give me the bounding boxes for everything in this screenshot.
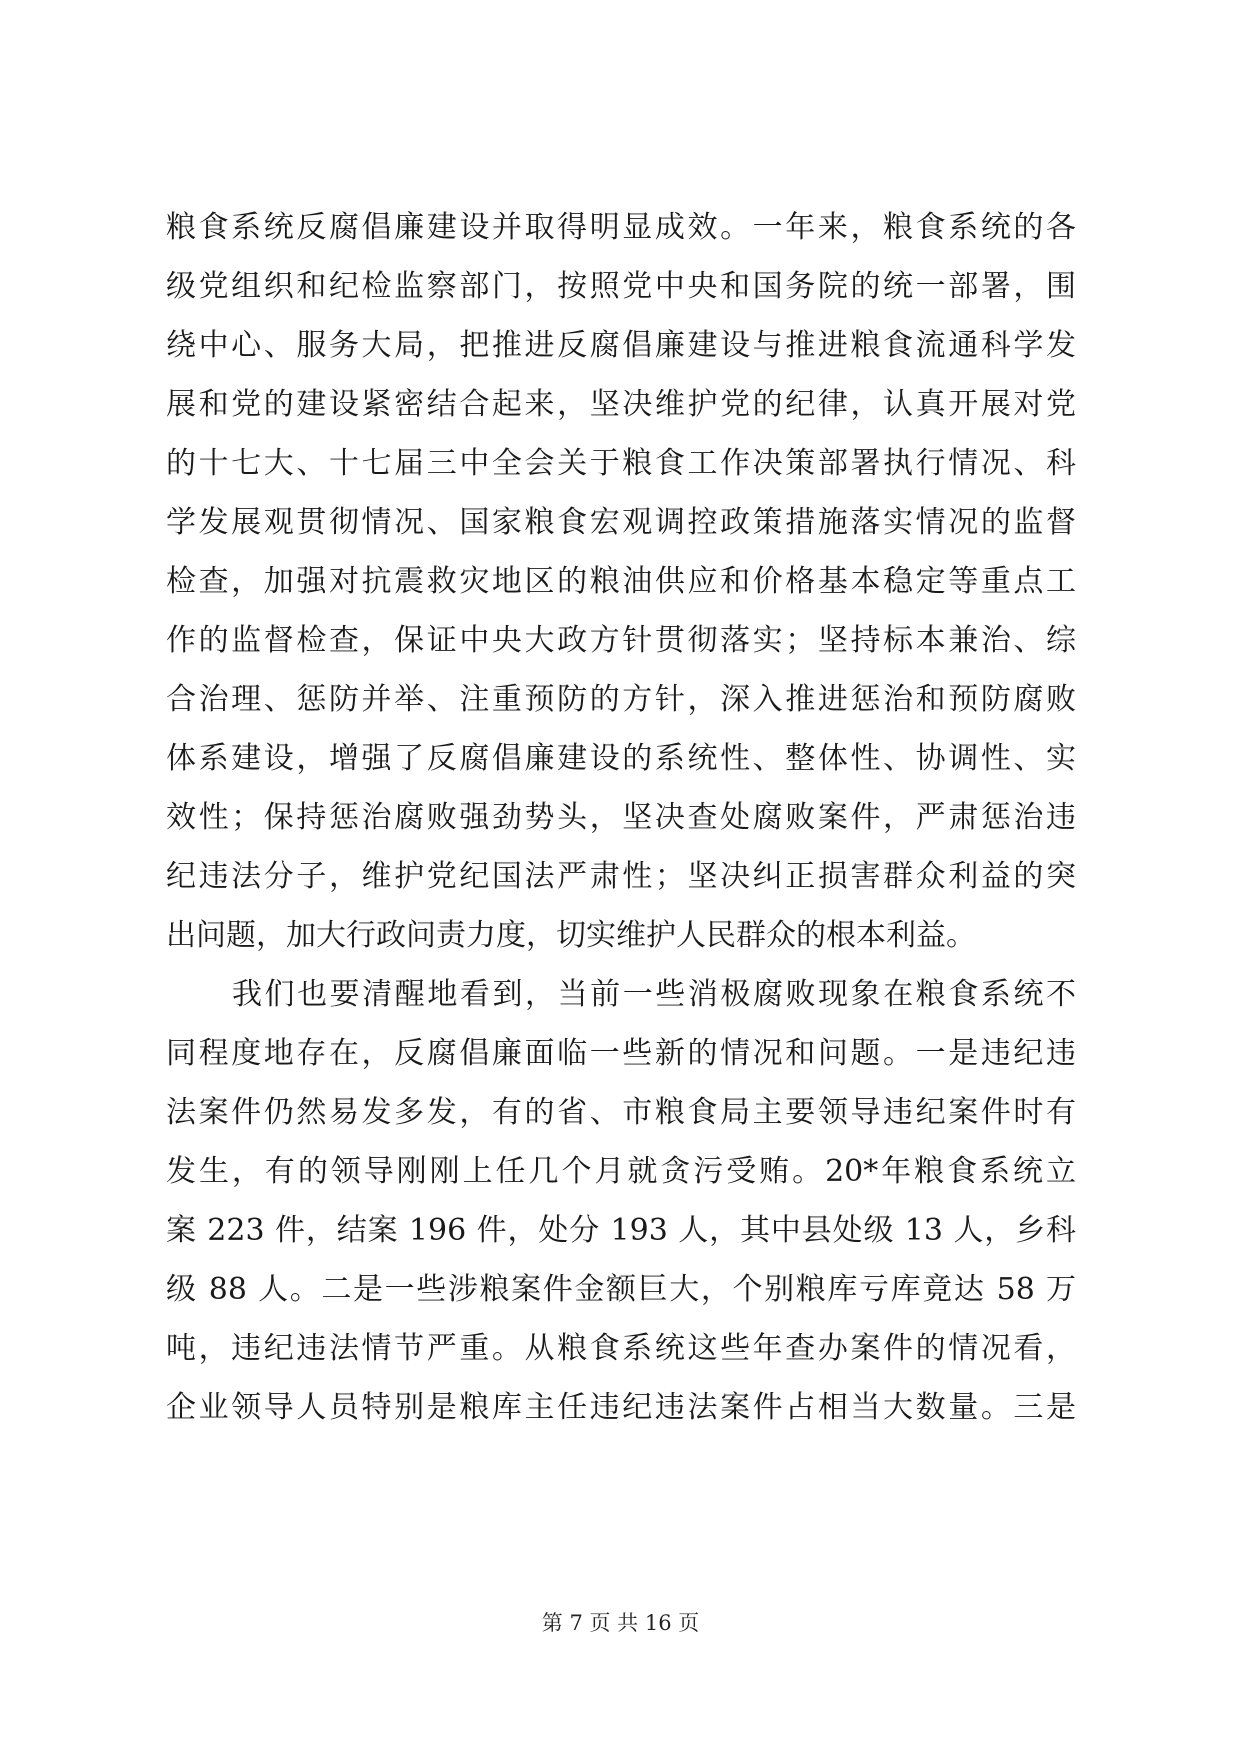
text-line: 发生，有的领导刚刚上任几个月就贪污受贿。20*年粮食系统立 (166, 1154, 1076, 1189)
page-number-footer: 第 7 页 共 16 页 (541, 1611, 700, 1635)
text-line: 的十七大、十七届三中全会关于粮食工作决策部署执行情况、科 (166, 446, 1076, 481)
text-line: 合治理、惩防并举、注重预防的方针，深入推进惩治和预防腐败 (166, 682, 1076, 717)
text-line: 作的监督检查，保证中央大政方针贯彻落实；坚持标本兼治、综 (166, 623, 1076, 658)
text-line: 粮食系统反腐倡廉建设并取得明显成效。一年来，粮食系统的各 (166, 210, 1076, 245)
text-line: 学发展观贯彻情况、国家粮食宏观调控政策措施落实情况的监督 (166, 505, 1076, 540)
text-line: 体系建设，增强了反腐倡廉建设的系统性、整体性、协调性、实 (166, 741, 1076, 776)
text-line: 法案件仍然易发多发，有的省、市粮食局主要领导违纪案件时有 (166, 1095, 1076, 1130)
text-line: 吨，违纪违法情节严重。从粮食系统这些年查办案件的情况看， (166, 1331, 1076, 1366)
paragraph-first-line: 我们也要清醒地看到，当前一些消极腐败现象在粮食系统不 (232, 977, 1076, 1012)
text-line: 展和党的建设紧密结合起来，坚决维护党的纪律，认真开展对党 (166, 387, 1076, 422)
text-line: 检查，加强对抗震救灾地区的粮油供应和价格基本稳定等重点工 (166, 564, 1076, 599)
text-line: 出问题，加大行政问责力度，切实维护人民群众的根本利益。 (166, 918, 976, 953)
text-line: 纪违法分子，维护党纪国法严肃性；坚决纠正损害群众利益的突 (166, 859, 1076, 894)
text-line: 案 223 件，结案 196 件，处分 193 人，其中县处级 13 人，乡科 (166, 1213, 1076, 1248)
text-line: 企业领导人员特别是粮库主任违纪违法案件占相当大数量。三是 (166, 1390, 1076, 1425)
text-line: 效性；保持惩治腐败强劲势头，坚决查处腐败案件，严肃惩治违 (166, 800, 1076, 835)
text-line: 绕中心、服务大局，把推进反腐倡廉建设与推进粮食流通科学发 (166, 328, 1076, 363)
text-line: 级 88 人。二是一些涉粮案件金额巨大，个别粮库亏库竟达 58 万 (166, 1272, 1076, 1307)
text-line: 同程度地存在，反腐倡廉面临一些新的情况和问题。一是违纪违 (166, 1036, 1076, 1071)
text-line: 级党组织和纪检监察部门，按照党中央和国务院的统一部署，围 (166, 269, 1076, 304)
